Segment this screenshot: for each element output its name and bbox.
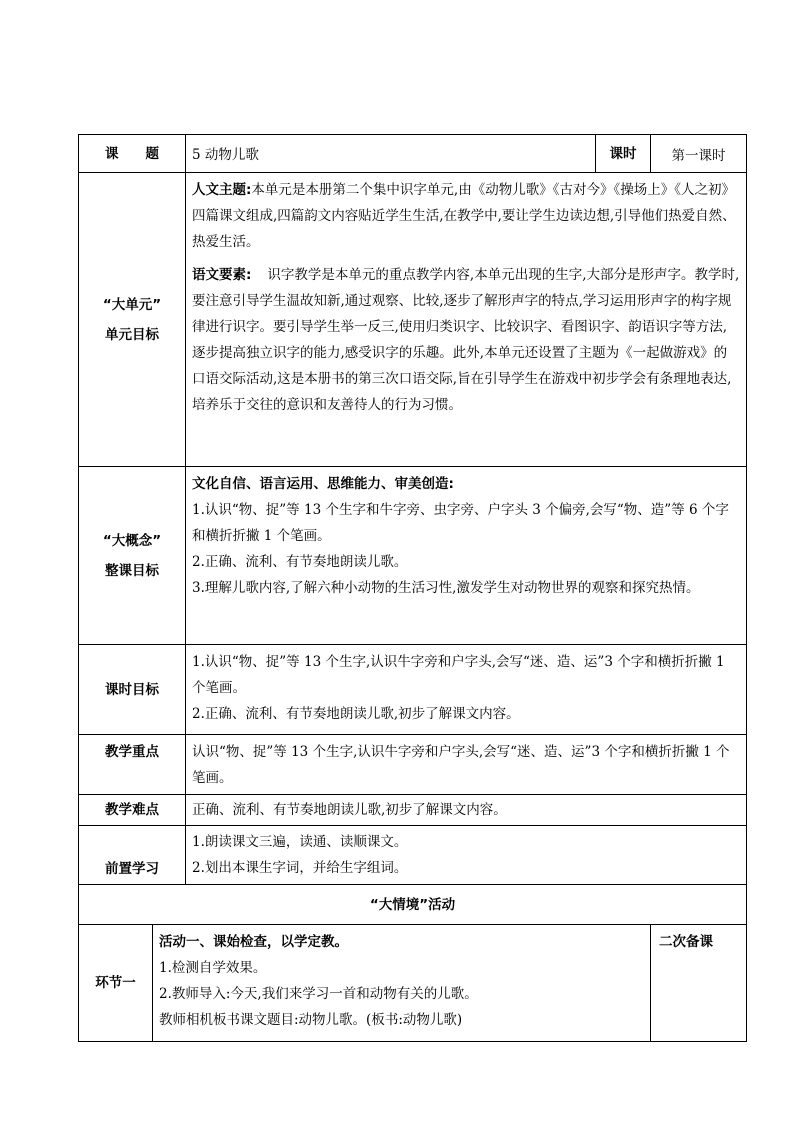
humanities-paragraph xyxy=(192,177,740,255)
period-label: 课时 xyxy=(596,135,651,173)
period-value: 第一课时 xyxy=(651,135,747,173)
key-point-text: 认识“物、捉”等 13 个生字,认识牛字旁和户字头,会写“迷、造、运”3 个字和横折折撇 1 个笔画。 xyxy=(186,735,747,795)
unit-goal-content xyxy=(186,173,747,467)
unit-goal-row xyxy=(79,173,747,467)
period-goal-item: 1.认识“物、捉”等 13 个生字,认识牛字旁和户字头,会写“迷、造、运”3 个字和横折折撇 1 个笔画。 xyxy=(192,654,725,696)
stage1-content xyxy=(153,925,651,1042)
difficulty-text: 正确、流利、有节奏地朗读儿歌,初步了解课文内容。 xyxy=(186,795,747,826)
period-goal-label: 课时目标 xyxy=(79,645,186,735)
pre-study-label: 前置学习 xyxy=(79,826,186,885)
difficulty-label: 教学难点 xyxy=(79,795,186,826)
pre-study-item: 1.朗读课文三遍，读通、读顺课文。 xyxy=(192,834,408,850)
lesson-label: 课 题 xyxy=(79,135,186,173)
unit-goal-label xyxy=(79,173,186,467)
concept-goal-label xyxy=(79,467,186,645)
stage1-row xyxy=(79,925,747,1042)
humanities-text: 本单元是本册第二个集中识字单元,由《动物儿歌》《古对今》《操场上》《人之初》四篇课文组成,四篇韵文内容贴近学生生活,在教学中,要让学生边读边想,引导他们热爱自然、热爱生活。 xyxy=(192,182,736,250)
period-goal-item: 2.正确、流利、有节奏地朗读儿歌,初步了解课文内容。 xyxy=(192,706,520,722)
header-row xyxy=(79,135,747,173)
concept-goal-item: 2.正确、流利、有节奏地朗读儿歌。 xyxy=(192,554,408,570)
stage1-item: 教师相机板书课文题目:动物儿歌。(板书:动物儿歌) xyxy=(159,1012,463,1028)
concept-goal-item: 3.理解儿歌内容,了解六种小动物的生活习性,激发学生对动物世界的观察和探究热情。 xyxy=(192,580,700,596)
concept-goal-label-line2: 整课目标 xyxy=(105,562,159,579)
key-point-label: 教学重点 xyxy=(79,735,186,795)
key-point-row xyxy=(79,735,747,795)
language-label: 语文要素: xyxy=(192,267,252,283)
pre-study-item: 2.划出本课生字词，并给生字组词。 xyxy=(192,860,408,876)
lesson-plan-table xyxy=(78,134,747,1042)
stage1-item: 1.检测自学效果。 xyxy=(159,960,267,976)
lesson-plan-page xyxy=(78,134,746,1042)
concept-goal-heading: 文化自信、语言运用、思维能力、审美创造: xyxy=(192,476,454,492)
concept-goal-label-line1: “大概念” xyxy=(102,532,162,549)
pre-study-row xyxy=(79,826,747,885)
unit-goal-label-line2: 单元目标 xyxy=(105,326,159,343)
concept-goal-content xyxy=(186,467,747,645)
stage1-item: 2.教师导入:今天,我们来学习一首和动物有关的儿歌。 xyxy=(159,986,478,1002)
scenario-row xyxy=(79,885,747,925)
difficulty-row xyxy=(79,795,747,826)
language-paragraph xyxy=(192,262,740,418)
lesson-title: 5 动物儿歌 xyxy=(186,135,596,173)
humanities-label: 人文主题: xyxy=(192,182,252,198)
pre-study-content xyxy=(186,826,747,885)
scenario-title: “大情境”活动 xyxy=(79,885,747,925)
second-prep-label: 二次备课 xyxy=(651,925,747,1042)
stage1-label: 环节一 xyxy=(79,925,153,1042)
stage1-heading: 活动一、课始检查，以学定教。 xyxy=(159,934,348,950)
language-text: 识字教学是本单元的重点教学内容,本单元出现的生字,大部分是形声字。教学时,要注意引导学生温故知新,通过观察、比较,逐步了解形声字的特点,学习运用形声字的构字规律进行识字。要引导学生举一反三,使用归类识字、比较识字、看图识字、韵语识字等方法,逐步提高独立识字的能力,感受识字的乐趣。此外,本单元还设置了主题为《一起做游戏》的口语交际活动,这是本册书的第三次口语交际,旨在引导学生在游戏中初步学会有条理地表达,培养乐于交往的意识和友善待人的行为习惯。 xyxy=(192,267,740,413)
concept-goal-row xyxy=(79,467,747,645)
concept-goal-item: 1.认识“物、捉”等 13 个生字和牛字旁、虫字旁、户字头 3 个偏旁,会写“物、造”等 6 个字和横折折撇 1 个笔画。 xyxy=(192,502,729,544)
period-goal-row xyxy=(79,645,747,735)
unit-goal-label-line1: “大单元” xyxy=(102,296,162,313)
period-goal-content xyxy=(186,645,747,735)
